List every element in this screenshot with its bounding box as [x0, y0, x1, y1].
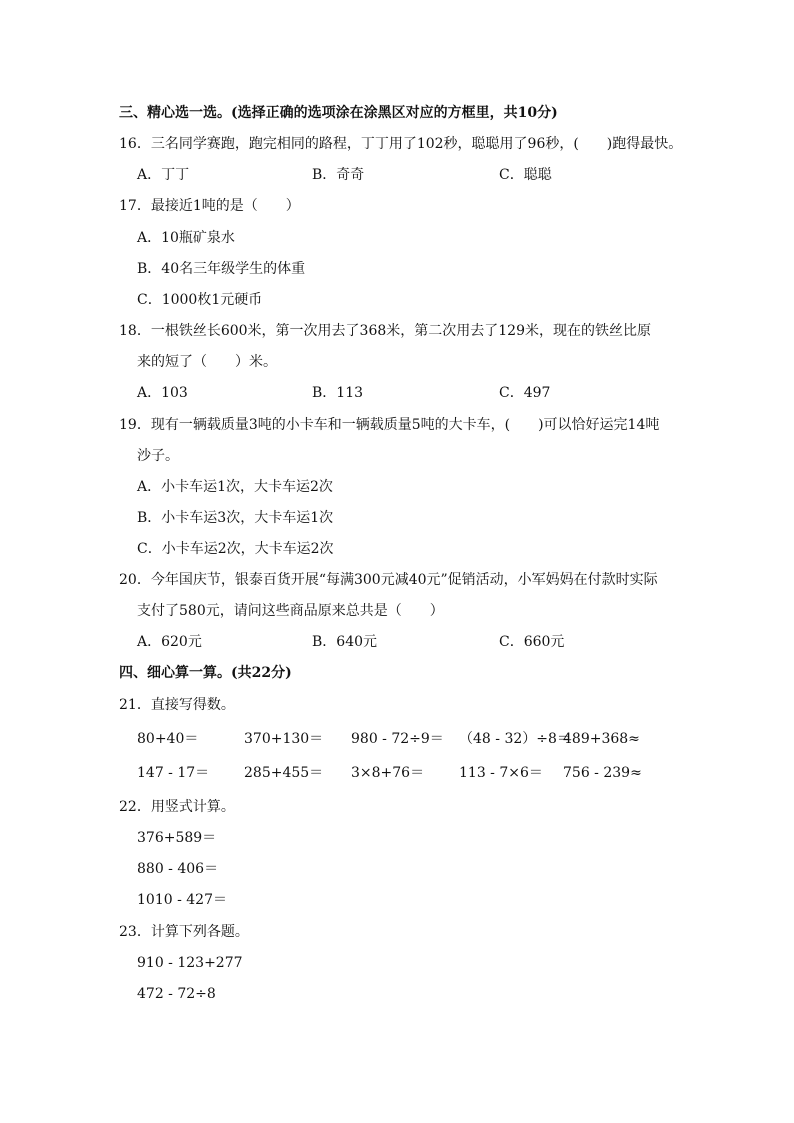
- question-18-option-c: C．497: [499, 385, 551, 401]
- vertical-calc-item: 880 - 406＝: [137, 861, 219, 877]
- oral-calc-item: 80+40＝: [137, 731, 199, 747]
- question-17-stem: 17．最接近1吨的是（ ）: [119, 198, 300, 214]
- question-19-stem-line-2: 沙子。: [137, 448, 179, 464]
- question-16-option-b: B．奇奇: [312, 167, 365, 183]
- question-16-option-a: A．丁丁: [137, 167, 190, 183]
- question-16-stem: 16．三名同学赛跑，跑完相同的路程，丁丁用了102秒，聪聪用了96秒，( )跑得最快。: [119, 136, 683, 152]
- mixed-calc-item: 910 - 123+277: [137, 955, 243, 971]
- question-17-option-c: C．1000枚1元硬币: [137, 292, 263, 308]
- question-20-stem-line-2: 支付了580元，请问这些商品原来总共是（ ）: [137, 603, 444, 619]
- question-18-stem-line-1: 18．一根铁丝长600米，第一次用去了368米，第二次用去了129米，现在的铁丝比原: [119, 323, 651, 339]
- question-17-option-b: B．40名三年级学生的体重: [137, 261, 306, 277]
- oral-calc-item: 980 - 72÷9＝: [351, 731, 444, 747]
- vertical-calc-item: 376+589＝: [137, 830, 217, 846]
- section-3-heading: 三、精心选一选。(选择正确的选项涂在涂黑区对应的方框里，共10分): [119, 105, 558, 121]
- question-18-option-a: A．103: [137, 385, 188, 401]
- oral-calc-item: 489+368≈: [563, 731, 640, 747]
- mixed-calc-item: 472 - 72÷8: [137, 986, 216, 1002]
- vertical-calc-item: 1010 - 427＝: [137, 892, 227, 908]
- question-18-option-b: B．113: [312, 385, 364, 401]
- question-18-stem-line-2: 来的短了（ ）米。: [137, 354, 277, 370]
- oral-calc-item: 285+455＝: [244, 765, 324, 781]
- question-20-stem-line-1: 20．今年国庆节，银泰百货开展“每满300元减40元”促销活动，小军妈妈在付款时实际: [119, 572, 658, 588]
- question-19-option-b: B．小卡车运3次，大卡车运1次: [137, 510, 334, 526]
- oral-calc-item: 113 - 7×6＝: [459, 765, 543, 781]
- section-4-heading: 四、细心算一算。(共22分): [119, 665, 292, 681]
- oral-calc-item: 756 - 239≈: [563, 765, 642, 781]
- question-20-option-a: A．620元: [137, 634, 202, 650]
- oral-calc-item: （48 - 32）÷8＝: [459, 731, 571, 747]
- oral-calc-item: 370+130＝: [244, 731, 324, 747]
- question-17-option-a: A．10瓶矿泉水: [137, 230, 235, 246]
- question-16-option-c: C．聪聪: [499, 167, 552, 183]
- question-19-option-a: A．小卡车运1次，大卡车运2次: [137, 479, 333, 495]
- question-20-option-b: B．640元: [312, 634, 378, 650]
- question-19-stem-line-1: 19．现有一辆载质量3吨的小卡车和一辆载质量5吨的大卡车，( )可以恰好运完14吨: [119, 417, 660, 433]
- question-20-option-c: C．660元: [499, 634, 565, 650]
- question-19-option-c: C．小卡车运2次，大卡车运2次: [137, 541, 334, 557]
- question-22-stem: 22．用竖式计算。: [119, 799, 235, 815]
- question-23-stem: 23．计算下列各题。: [119, 924, 249, 940]
- question-21-stem: 21．直接写得数。: [119, 697, 235, 713]
- oral-calc-item: 147 - 17＝: [137, 765, 210, 781]
- oral-calc-item: 3×8+76＝: [351, 765, 425, 781]
